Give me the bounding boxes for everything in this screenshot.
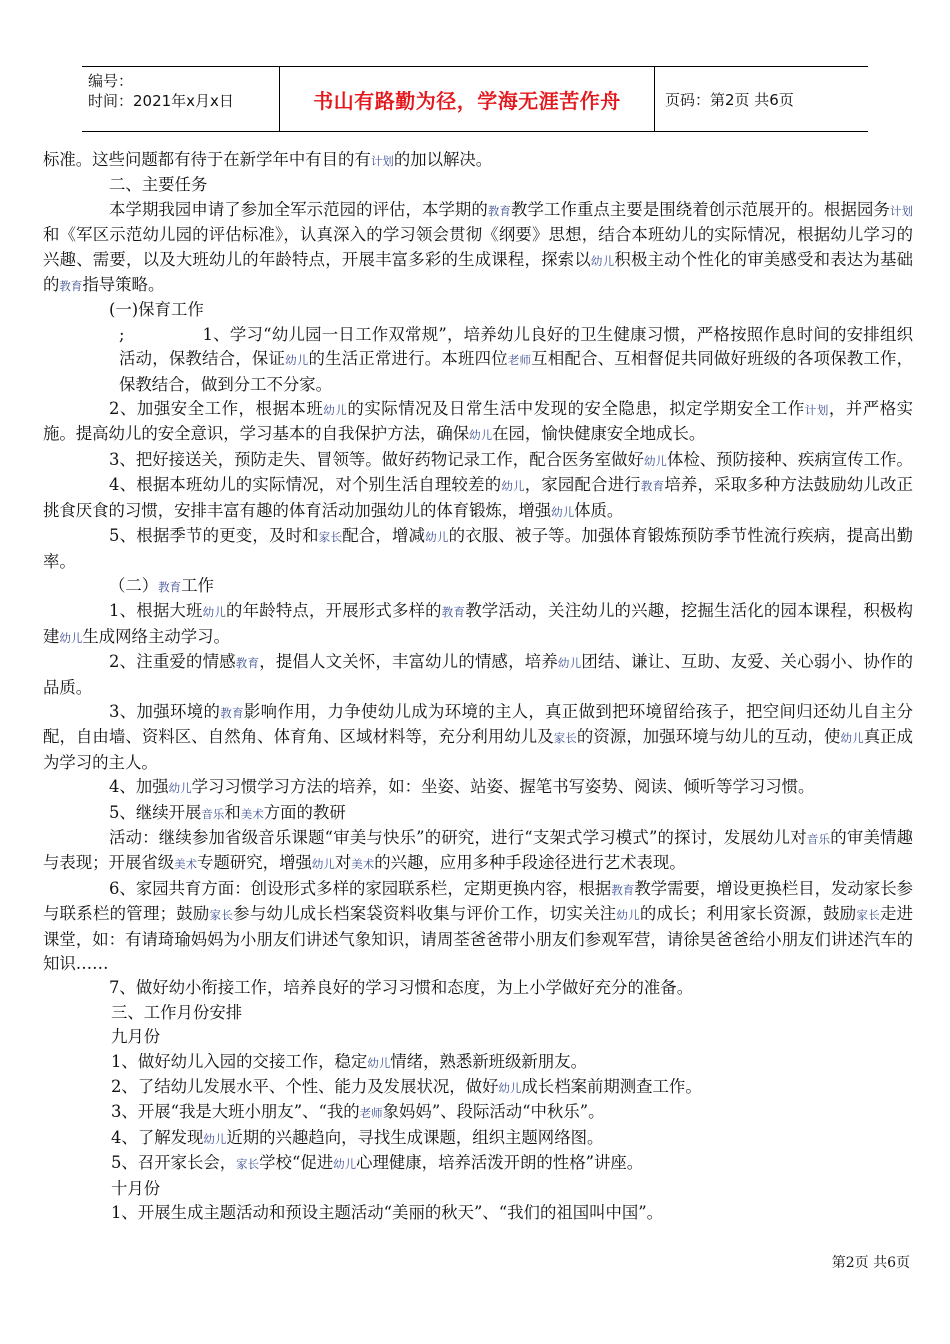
list-item: 2、了结幼儿发展水平、个性、能力及发展状况，做好幼儿成长档案前期测查工作。: [111, 1077, 702, 1097]
list-item: 1、开展生成主题活动和预设主题活动“美丽的秋天”、“我们的祖国叫中国”。: [111, 1203, 664, 1223]
header-time: 时间：2021年x月x日: [88, 92, 234, 110]
keyword: 老师: [507, 353, 532, 368]
keyword: 幼儿: [367, 1055, 391, 1070]
list-item: 1、做好幼儿入园的交接工作，稳定幼儿情绪，熟悉新班级新朋友。: [111, 1051, 587, 1071]
keyword: 幼儿: [498, 1081, 522, 1096]
keyword: 计划: [370, 154, 394, 168]
keyword: 音乐: [201, 806, 225, 821]
paragraph: 2、加强安全工作，根据本班幼儿的实际情况及日常生活中发现的安全隐患，拟定学期安全工作计划，并严格实施。提高幼儿的安全意识，学习基本的自我保护方法，确保幼儿在园，愉快健康安全地成长。: [43, 399, 914, 444]
list-item: 4、了解发现幼儿近期的兴趣趋向，寻找生成课题，组织主题网络图。: [111, 1127, 604, 1147]
page-header: [82, 66, 868, 132]
keyword: 家长: [209, 908, 234, 923]
paragraph: 6、家园共育方面：创设形式多样的家园联系栏，定期更换内容，根据教育教学需要，增设更换栏目，发动家长参与联系栏的管理；鼓励家长参与幼儿成长档案袋资料收集与评价工作，切实关注幼儿的成长；利用家长资源，鼓励家长走进课堂，如：有请琦瑜妈妈为小朋友们讲述气象知识，请周荃爸爸带小朋友们参观军营，请徐昊爸爸给小朋友们讲述汽车的知识……: [43, 878, 914, 973]
list-item: 3、开展“我是大班小朋友”、“我的老师象妈妈”、段际活动“中秋乐”。: [111, 1102, 605, 1122]
keyword: 幼儿: [59, 630, 83, 645]
section-heading: 三、工作月份安排: [111, 1002, 243, 1022]
keyword: 幼儿: [168, 781, 192, 796]
paragraph: ; 1、学习“幼儿园一日工作双常规”，培养幼儿良好的卫生健康习惯，严格按照作息时间的安排组织活动，保教结合，保证幼儿的生活正常进行。本班四位老师互相配合、互相督促共同做好班级的各项保教工作，保教结合，做到分工不分家。: [119, 324, 914, 394]
keyword: 家长: [318, 530, 343, 545]
month-heading: 九月份: [111, 1027, 161, 1047]
keyword: 家长: [553, 731, 577, 746]
keyword: 幼儿: [333, 1157, 357, 1172]
keyword: 教育: [59, 279, 83, 294]
paragraph: 3、把好接送关，预防走失、冒领等。做好药物记录工作，配合医务室做好幼儿体检、预防接种、疾病宣传工作。: [109, 449, 913, 469]
header-number: 编号：: [88, 72, 134, 90]
keyword: 幼儿: [557, 656, 582, 671]
keyword: 美术: [174, 857, 198, 872]
keyword: 幼儿: [311, 857, 335, 872]
paragraph: 活动：继续参加省级音乐课题“审美与快乐”的研究，进行“支架式学习模式”的探讨，发展幼儿对音乐的审美情趣与表现；开展省级美术专题研究，增强幼儿对美术的兴趣，应用多种手段途径进行艺术表现。: [43, 827, 914, 873]
paragraph: 4、加强幼儿学习习惯学习方法的培养，如：坐姿、站姿、握笔书写姿势、阅读、倾听等学习习惯。: [109, 777, 815, 797]
header-motto: 书山有路勤为径，学海无涯苦作舟: [280, 67, 655, 131]
keyword: 教育: [611, 882, 635, 897]
keyword: 幼儿: [590, 253, 615, 268]
paragraph: 本学期我园申请了参加全军示范园的评估，本学期的教育教学工作重点主要是围绕着创示范展开的。根据园务计划和《军区示范幼儿园的评估标准》，认真深入的学习领会贯彻《纲要》思想，结合本班幼儿的实际情况，根据幼儿学习的兴趣、需要，以及大班幼儿的年龄特点，开展丰富多彩的生成课程，探索以幼儿积极主动个性化的审美感受和表达为基础的教育指导策略。: [43, 199, 914, 295]
keyword: 幼儿: [616, 908, 640, 923]
keyword: 计划: [804, 403, 829, 418]
keyword: 幼儿: [551, 504, 575, 519]
keyword: 幼儿: [323, 403, 348, 418]
header-page: 页码：第2页 共6页: [665, 90, 794, 109]
paragraph: 1、根据大班幼儿的年龄特点，开展形式多样的教育教学活动，关注幼儿的兴趣，挖掘生活化的园本课程，积极构建幼儿生成网络主动学习。: [43, 601, 914, 646]
paragraph: 4、根据本班幼儿的实际情况，对个别生活自理较差的幼儿，家园配合进行教育培养，采取多种方法鼓励幼儿改正挑食厌食的习惯，安排丰富有趣的体育活动加强幼儿的体育锻炼，增强幼儿体质。: [43, 475, 914, 520]
keyword: 幼儿: [203, 1131, 227, 1146]
keyword: 教育: [441, 605, 466, 620]
paragraph: 3、加强环境的教育影响作用，力争使幼儿成为环境的主人，真正做到把环境留给孩子，把空间归还幼儿自主分配，自由墙、资料区、自然角、体育角、区域材料等，充分利用幼儿及家长的资源，加强环境与幼儿的互动，使幼儿真正成为学习的主人。: [43, 701, 914, 772]
keyword: 教育: [235, 656, 260, 671]
paragraph: 5、继续开展音乐和美术方面的教研: [109, 802, 346, 822]
subsection-heading: (一)保育工作: [109, 300, 204, 320]
keyword: 家长: [236, 1157, 260, 1172]
keyword: 美术: [240, 806, 264, 821]
keyword: 幼儿: [840, 731, 864, 746]
subsection-heading: （二）教育工作: [109, 575, 214, 595]
list-item: 5、召开家长会，家长学校“促进幼儿心理健康，培养活泼开朗的性格”讲座。: [111, 1153, 644, 1173]
keyword: 计划: [889, 203, 914, 218]
keyword: 教育: [487, 203, 512, 218]
keyword: 幼儿: [501, 479, 525, 494]
keyword: 音乐: [806, 831, 831, 846]
paragraph: 标准。这些问题都有待于在新学年中有目的有计划的加以解决。: [43, 150, 493, 169]
section-heading: 二、主要任务: [109, 175, 208, 195]
paragraph: 2、注重爱的情感教育，提倡人文关怀，丰富幼儿的情感，培养幼儿团结、谦让、互助、友爱、关心弱小、协作的品质。: [43, 652, 914, 697]
document-body: [43, 148, 913, 1225]
keyword: 教育: [158, 579, 182, 594]
keyword: 老师: [359, 1106, 383, 1121]
paragraph: 7、做好幼小衔接工作，培养良好的学习习惯和态度，为上小学做好充分的准备。: [109, 978, 694, 998]
paragraph: 5、根据季节的更变，及时和家长配合，增减幼儿的衣服、被子等。加强体育锻炼预防季节性流行疾病，提高出勤率。: [43, 526, 914, 571]
header-meta: [82, 67, 280, 131]
keyword: 教育: [220, 705, 244, 720]
keyword: 幼儿: [425, 530, 449, 545]
keyword: 幼儿: [469, 428, 493, 443]
keyword: 美术: [351, 857, 375, 872]
keyword: 教育: [640, 479, 665, 494]
month-heading: 十月份: [111, 1178, 161, 1198]
keyword: 幼儿: [285, 353, 309, 368]
keyword: 幼儿: [643, 453, 667, 468]
page-footer: 第2页 共6页: [831, 1255, 910, 1271]
keyword: 家长: [856, 908, 880, 923]
keyword: 幼儿: [202, 605, 227, 620]
